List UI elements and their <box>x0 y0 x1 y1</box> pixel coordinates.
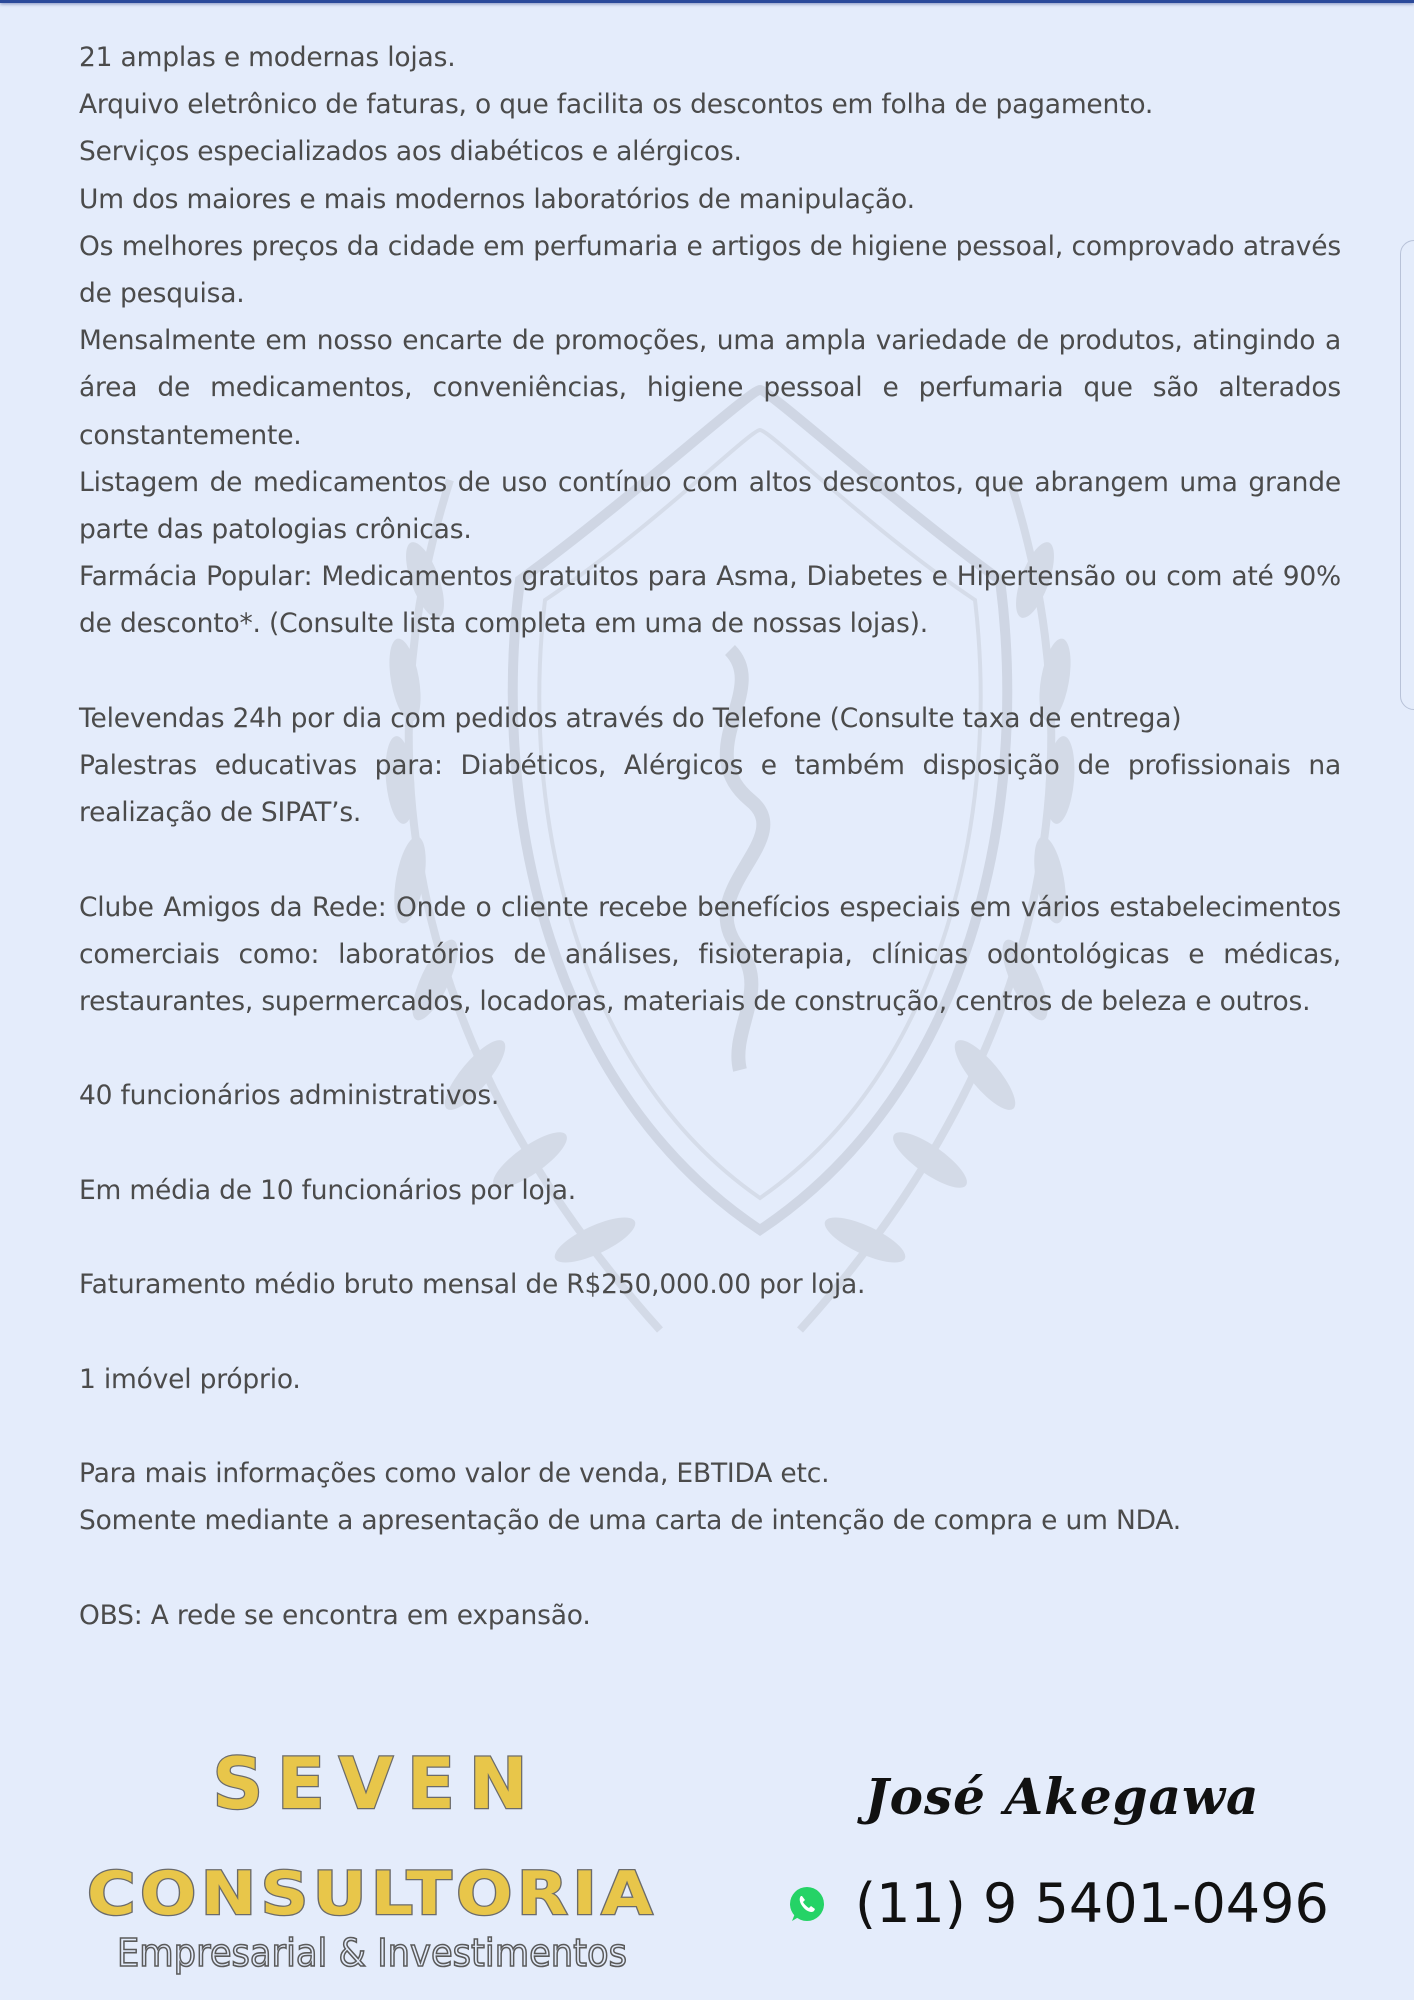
paragraph: 1 imóvel próprio. <box>79 1363 301 1395</box>
paragraph: 21 amplas e modernas lojas. <box>79 42 456 73</box>
side-scroll-tab[interactable] <box>1400 240 1414 710</box>
paragraph: Faturamento médio bruto mensal de R$250,000.00 por loja. <box>79 1269 866 1301</box>
paragraph: Em média de 10 funcionários por loja. <box>79 1174 576 1206</box>
paragraph: Arquivo eletrônico de faturas, o que facilita os descontos em folha de pagamento. <box>79 89 1154 121</box>
paragraph: Listagem de medicamentos de uso contínuo com altos descontos, que abrangem uma grande parte das patologias crônicas. <box>79 466 1341 546</box>
logo-line-1: SEVEN <box>212 1743 542 1825</box>
paragraph: 40 funcionários administrativos. <box>79 1080 500 1112</box>
paragraph: OBS: A rede se encontra em expansão. <box>79 1599 591 1631</box>
paragraph: Os melhores preços da cidade em perfumaria e artigos de higiene pessoal, comprovado através de pesquisa. <box>79 230 1341 310</box>
paragraph: Para mais informações como valor de venda, EBTIDA etc. <box>79 1457 830 1489</box>
paragraph: Somente mediante a apresentação de uma carta de intenção de compra e um NDA. <box>79 1505 1181 1537</box>
phone-row[interactable] <box>787 1872 1329 1935</box>
paragraph: Palestras educativas para: Diabéticos, Alérgicos e também disposição de profissionais na realização de SIPAT’s. <box>79 750 1341 829</box>
phone-number[interactable]: (11) 9 5401-0496 <box>855 1872 1329 1935</box>
body-text <box>79 34 1341 1639</box>
paragraph: Farmácia Popular: Medicamentos gratuitos para Asma, Diabetes e Hipertensão ou com até 90% de desconto*. (Consulte lista completa em uma de nossas lojas). <box>79 561 1341 640</box>
whatsapp-icon[interactable] <box>787 1884 827 1924</box>
paragraph: Clube Amigos da Rede: Onde o cliente recebe benefícios especiais em vários estabelecimentos comerciais como: laboratórios de análises, fisioterapia, clínicas odontológicas e médicas, restaurantes, supermercados, locadoras, materiais de construção, centros de beleza e outros. <box>79 891 1341 1018</box>
seven-consultoria-logo <box>82 1736 672 1986</box>
logo-line-3: Empresarial & Investimentos <box>117 1931 627 1975</box>
paragraph: Mensalmente em nosso encarte de promoções, uma ampla variedade de produtos, atingindo a área de medicamentos, conveniências, higiene pessoal e perfumaria que são alterados constantemente. <box>79 325 1341 451</box>
top-accent-bar <box>0 0 1414 3</box>
logo-line-2: CONSULTORIA <box>87 1859 657 1929</box>
contact-name: José Akegawa <box>865 1767 1260 1826</box>
paragraph: Televendas 24h por dia com pedidos através do Telefone (Consulte taxa de entrega) <box>79 702 1182 734</box>
paragraph: Um dos maiores e mais modernos laboratórios de manipulação. <box>79 183 915 215</box>
footer <box>0 1700 1414 1980</box>
paragraph: Serviços especializados aos diabéticos e alérgicos. <box>79 136 742 168</box>
